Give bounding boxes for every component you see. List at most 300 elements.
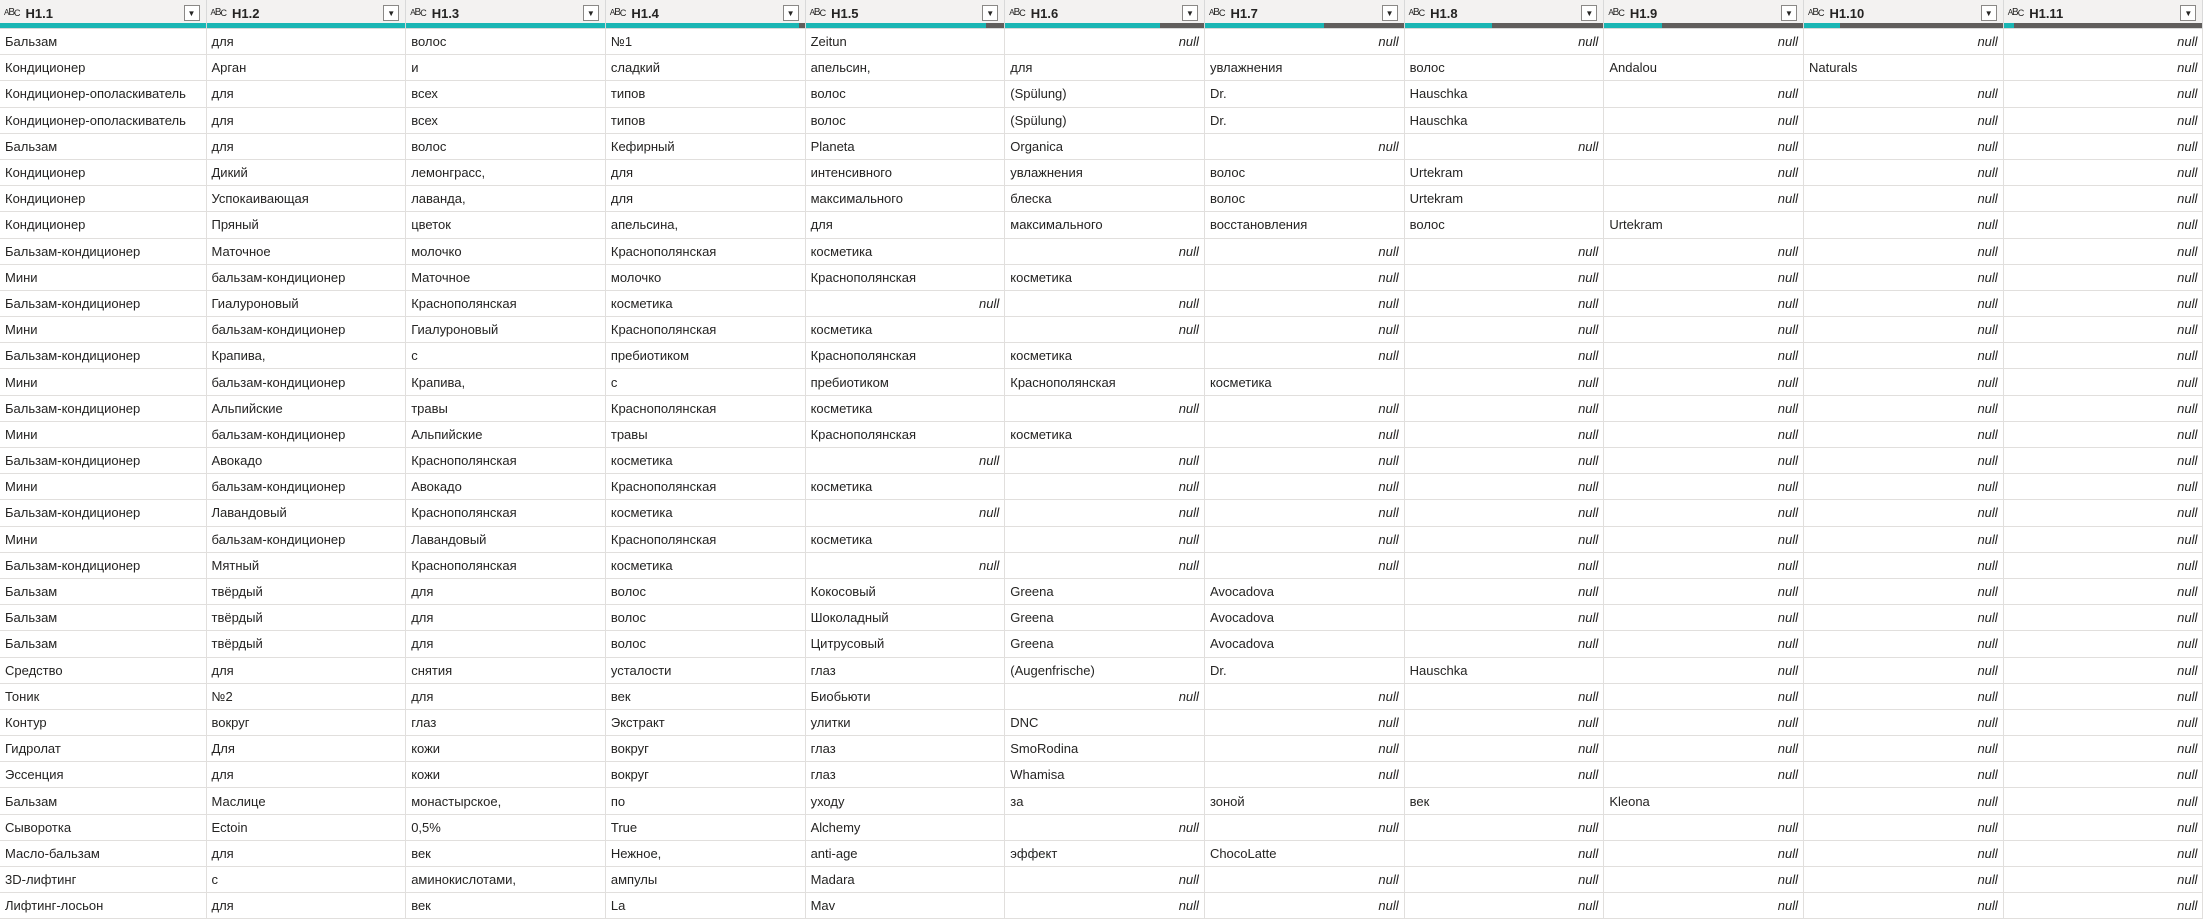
column-header[interactable] [2003,0,2203,29]
table-cell[interactable]: Кондиционер-ополаскиватель [0,81,206,107]
table-cell[interactable]: блеска [1005,186,1205,212]
table-row[interactable] [0,500,2203,526]
table-cell[interactable]: глаз [805,657,1005,683]
table-cell[interactable]: по [605,788,805,814]
table-cell[interactable]: Бальзам [0,578,206,604]
table-cell[interactable]: null [1604,500,1804,526]
table-cell[interactable]: 3D-лифтинг [0,867,206,893]
table-cell[interactable]: null [1604,290,1804,316]
table-cell[interactable]: null [1804,186,2004,212]
table-cell[interactable]: волос [1204,186,1404,212]
table-cell[interactable]: null [1604,526,1804,552]
table-cell[interactable]: null [1005,814,1205,840]
table-cell[interactable]: DNC [1005,709,1205,735]
table-cell[interactable]: Kleona [1604,788,1804,814]
table-cell[interactable]: Масло-бальзам [0,840,206,866]
filter-dropdown-icon[interactable]: ▼ [2180,5,2196,21]
table-cell[interactable]: Organica [1005,133,1205,159]
table-cell[interactable]: травы [605,421,805,447]
table-cell[interactable]: Мятный [206,552,406,578]
table-cell[interactable]: null [1604,133,1804,159]
table-cell[interactable]: восстановления [1204,212,1404,238]
table-cell[interactable]: null [1604,578,1804,604]
table-cell[interactable]: всех [406,81,606,107]
table-cell[interactable]: null [1604,552,1804,578]
table-row[interactable] [0,788,2203,814]
table-cell[interactable]: интенсивного [805,159,1005,185]
table-cell[interactable]: волос [406,29,606,55]
table-cell[interactable]: Шоколадный [805,605,1005,631]
table-cell[interactable]: null [1604,657,1804,683]
table-cell[interactable]: null [1604,736,1804,762]
table-cell[interactable]: null [1404,264,1604,290]
table-cell[interactable]: null [1404,526,1604,552]
table-cell[interactable]: null [1204,29,1404,55]
table-cell[interactable]: Бальзам-кондиционер [0,343,206,369]
table-cell[interactable]: null [1204,762,1404,788]
table-cell[interactable]: null [805,500,1005,526]
table-cell[interactable]: null [805,448,1005,474]
table-cell[interactable]: Мини [0,264,206,290]
table-cell[interactable]: null [1005,500,1205,526]
table-row[interactable] [0,867,2203,893]
table-cell[interactable]: молочко [605,264,805,290]
table-cell[interactable]: null [2003,317,2203,343]
table-cell[interactable]: Краснополянская [406,448,606,474]
table-cell[interactable]: null [1404,238,1604,264]
table-cell[interactable]: для [805,212,1005,238]
table-cell[interactable]: для [206,81,406,107]
table-cell[interactable]: Hauschka [1404,657,1604,683]
table-cell[interactable]: null [1404,736,1604,762]
table-cell[interactable]: для [406,631,606,657]
table-cell[interactable]: кожи [406,762,606,788]
table-row[interactable] [0,657,2203,683]
table-cell[interactable]: null [1804,448,2004,474]
table-cell[interactable]: №2 [206,683,406,709]
table-cell[interactable]: вокруг [605,762,805,788]
table-cell[interactable]: Краснополянская [605,395,805,421]
text-type-icon[interactable]: $^A$BC [1608,7,1624,18]
table-cell[interactable]: косметика [805,395,1005,421]
table-cell[interactable]: бальзам-кондиционер [206,526,406,552]
table-cell[interactable]: Кокосовый [805,578,1005,604]
table-cell[interactable]: для [206,107,406,133]
table-cell[interactable]: Лавандовый [406,526,606,552]
filter-dropdown-icon[interactable]: ▼ [1781,5,1797,21]
table-cell[interactable]: с [605,369,805,395]
table-row[interactable] [0,343,2203,369]
text-type-icon[interactable]: $^A$BC [1408,7,1425,18]
table-cell[interactable]: глаз [805,762,1005,788]
table-cell[interactable]: Planeta [805,133,1005,159]
table-cell[interactable]: волос [605,578,805,604]
table-cell[interactable]: аминокислотами, [406,867,606,893]
table-cell[interactable]: лаванда, [406,186,606,212]
column-header[interactable] [1204,0,1404,29]
column-header[interactable] [406,0,606,29]
table-cell[interactable]: null [1604,421,1804,447]
table-cell[interactable]: null [1005,29,1205,55]
table-row[interactable] [0,107,2203,133]
table-cell[interactable]: null [1204,343,1404,369]
table-cell[interactable]: Greena [1005,578,1205,604]
table-cell[interactable]: Hauschka [1404,107,1604,133]
table-cell[interactable]: для [206,893,406,919]
table-cell[interactable]: Краснополянская [605,526,805,552]
table-cell[interactable]: Мини [0,369,206,395]
table-cell[interactable]: null [1604,29,1804,55]
column-header[interactable] [0,0,206,29]
table-row[interactable] [0,317,2203,343]
table-row[interactable] [0,421,2203,447]
table-cell[interactable]: null [1404,683,1604,709]
table-cell[interactable]: косметика [1005,264,1205,290]
filter-dropdown-icon[interactable]: ▼ [982,5,998,21]
table-cell[interactable]: косметика [605,448,805,474]
table-cell[interactable]: Urtekram [1404,159,1604,185]
table-cell[interactable]: кожи [406,736,606,762]
column-header[interactable] [1604,0,1804,29]
table-cell[interactable]: null [2003,290,2203,316]
table-cell[interactable]: Andalou [1604,55,1804,81]
table-cell[interactable]: null [2003,159,2203,185]
table-cell[interactable]: вокруг [605,736,805,762]
table-cell[interactable]: косметика [805,317,1005,343]
table-cell[interactable]: Для [206,736,406,762]
table-cell[interactable]: null [1804,578,2004,604]
table-cell[interactable]: лемонграсс, [406,159,606,185]
table-cell[interactable]: Биобьюти [805,683,1005,709]
column-header[interactable] [206,0,406,29]
table-cell[interactable]: для [406,683,606,709]
table-cell[interactable]: null [2003,893,2203,919]
table-cell[interactable]: Alchemy [805,814,1005,840]
filter-dropdown-icon[interactable]: ▼ [1382,5,1398,21]
table-cell[interactable]: глаз [805,736,1005,762]
table-cell[interactable]: для [406,578,606,604]
table-cell[interactable]: null [1804,631,2004,657]
table-cell[interactable]: null [1404,867,1604,893]
table-cell[interactable]: null [805,552,1005,578]
text-type-icon[interactable]: $^A$BC [809,7,826,18]
table-row[interactable] [0,578,2203,604]
table-cell[interactable]: Бальзам-кондиционер [0,448,206,474]
table-cell[interactable]: null [1005,290,1205,316]
table-cell[interactable]: косметика [1204,369,1404,395]
table-cell[interactable]: типов [605,107,805,133]
table-row[interactable] [0,762,2203,788]
table-cell[interactable]: травы [406,395,606,421]
table-cell[interactable]: бальзам-кондиционер [206,474,406,500]
column-header[interactable] [605,0,805,29]
table-cell[interactable]: null [1404,421,1604,447]
table-row[interactable] [0,29,2203,55]
table-cell[interactable]: (Augenfrische) [1005,657,1205,683]
table-cell[interactable]: null [2003,448,2203,474]
table-cell[interactable]: Краснополянская [605,238,805,264]
table-cell[interactable]: Лифтинг-лосьон [0,893,206,919]
table-cell[interactable]: Цитрусовый [805,631,1005,657]
table-cell[interactable]: Avocadova [1204,631,1404,657]
table-cell[interactable]: волос [605,631,805,657]
table-cell[interactable]: null [1404,840,1604,866]
table-cell[interactable]: null [2003,107,2203,133]
table-cell[interactable]: null [1604,893,1804,919]
table-row[interactable] [0,631,2203,657]
table-cell[interactable]: null [1005,683,1205,709]
table-cell[interactable]: Бальзам [0,133,206,159]
table-cell[interactable]: Кондиционер [0,159,206,185]
table-cell[interactable]: null [1204,709,1404,735]
table-cell[interactable]: null [1204,238,1404,264]
table-cell[interactable]: null [1404,343,1604,369]
table-cell[interactable]: null [1005,867,1205,893]
table-cell[interactable]: Лавандовый [206,500,406,526]
table-cell[interactable]: для [605,159,805,185]
table-cell[interactable]: Краснополянская [1005,369,1205,395]
table-cell[interactable]: Urtekram [1604,212,1804,238]
table-cell[interactable]: null [1604,81,1804,107]
table-cell[interactable]: null [1804,788,2004,814]
table-cell[interactable]: Авокадо [406,474,606,500]
table-cell[interactable]: волос [1204,159,1404,185]
table-cell[interactable]: null [2003,631,2203,657]
table-cell[interactable]: косметика [605,290,805,316]
table-cell[interactable]: null [2003,605,2203,631]
table-cell[interactable]: Avocadova [1204,605,1404,631]
table-cell[interactable]: Экстракт [605,709,805,735]
table-cell[interactable]: null [1604,474,1804,500]
table-cell[interactable]: null [2003,369,2203,395]
table-cell[interactable]: null [1604,814,1804,840]
table-cell[interactable]: null [1604,395,1804,421]
table-cell[interactable]: Бальзам [0,605,206,631]
table-cell[interactable]: null [1804,709,2004,735]
table-cell[interactable]: твёрдый [206,631,406,657]
table-cell[interactable]: Краснополянская [406,552,606,578]
table-cell[interactable]: null [2003,264,2203,290]
table-row[interactable] [0,474,2203,500]
table-cell[interactable]: Dr. [1204,657,1404,683]
table-cell[interactable]: зоной [1204,788,1404,814]
filter-dropdown-icon[interactable]: ▼ [383,5,399,21]
table-cell[interactable]: Greena [1005,605,1205,631]
table-row[interactable] [0,133,2203,159]
table-cell[interactable]: null [1604,840,1804,866]
text-type-icon[interactable]: $^A$BC [1009,7,1025,18]
table-cell[interactable]: null [1404,500,1604,526]
table-cell[interactable]: null [2003,343,2203,369]
table-cell[interactable]: null [1204,683,1404,709]
table-cell[interactable]: null [1204,133,1404,159]
table-cell[interactable]: Avocadova [1204,578,1404,604]
table-cell[interactable]: эффект [1005,840,1205,866]
table-cell[interactable]: косметика [605,552,805,578]
table-cell[interactable]: null [1204,893,1404,919]
table-row[interactable] [0,264,2203,290]
table-cell[interactable]: null [1604,709,1804,735]
table-cell[interactable]: Mav [805,893,1005,919]
table-cell[interactable]: Краснополянская [605,474,805,500]
table-cell[interactable]: Мини [0,317,206,343]
text-type-icon[interactable]: $^A$BC [4,7,20,18]
table-row[interactable] [0,526,2203,552]
table-cell[interactable]: за [1005,788,1205,814]
table-cell[interactable]: Альпийские [206,395,406,421]
table-cell[interactable]: Бальзам-кондиционер [0,552,206,578]
table-cell[interactable]: косметика [805,474,1005,500]
table-row[interactable] [0,683,2203,709]
table-cell[interactable]: Краснополянская [805,421,1005,447]
table-cell[interactable]: пребиотиком [605,343,805,369]
table-cell[interactable]: null [1404,578,1604,604]
table-cell[interactable]: null [1404,369,1604,395]
table-cell[interactable]: волос [805,107,1005,133]
table-cell[interactable]: Бальзам [0,788,206,814]
table-cell[interactable]: null [1404,631,1604,657]
table-cell[interactable]: null [1005,893,1205,919]
table-cell[interactable]: Кондиционер [0,55,206,81]
column-header[interactable] [1404,0,1604,29]
table-row[interactable] [0,736,2203,762]
table-row[interactable] [0,55,2203,81]
table-cell[interactable]: Кондиционер-ополаскиватель [0,107,206,133]
table-cell[interactable]: null [1404,762,1604,788]
table-cell[interactable]: Краснополянская [805,264,1005,290]
table-cell[interactable]: косметика [805,526,1005,552]
column-header[interactable] [1804,0,2004,29]
table-cell[interactable]: Мини [0,421,206,447]
table-cell[interactable]: косметика [1005,343,1205,369]
table-cell[interactable]: null [2003,474,2203,500]
table-row[interactable] [0,605,2203,631]
table-cell[interactable]: null [1404,29,1604,55]
table-cell[interactable]: Greena [1005,631,1205,657]
table-cell[interactable]: максимального [805,186,1005,212]
table-cell[interactable]: косметика [1005,421,1205,447]
table-cell[interactable]: Hauschka [1404,81,1604,107]
table-cell[interactable]: для [206,133,406,159]
table-cell[interactable]: цветок [406,212,606,238]
table-cell[interactable]: Сыворотка [0,814,206,840]
table-cell[interactable]: null [2003,709,2203,735]
table-cell[interactable]: null [1404,552,1604,578]
table-row[interactable] [0,238,2203,264]
table-cell[interactable]: снятия [406,657,606,683]
table-cell[interactable]: null [2003,421,2203,447]
table-cell[interactable]: Мини [0,526,206,552]
table-cell[interactable]: null [1604,238,1804,264]
table-cell[interactable]: null [1804,238,2004,264]
table-cell[interactable]: null [1204,526,1404,552]
table-cell[interactable]: null [1604,867,1804,893]
column-header[interactable] [805,0,1005,29]
table-cell[interactable]: молочко [406,238,606,264]
table-cell[interactable]: null [1804,159,2004,185]
table-cell[interactable]: и [406,55,606,81]
table-cell[interactable]: null [1804,317,2004,343]
table-row[interactable] [0,81,2203,107]
table-cell[interactable]: null [1604,343,1804,369]
table-cell[interactable]: Краснополянская [406,290,606,316]
table-cell[interactable]: null [1804,526,2004,552]
table-cell[interactable]: монастырское, [406,788,606,814]
table-cell[interactable]: La [605,893,805,919]
table-cell[interactable]: для [1005,55,1205,81]
table-cell[interactable]: null [2003,552,2203,578]
text-type-icon[interactable]: $^A$BC [1208,7,1225,18]
table-cell[interactable]: SmoRodina [1005,736,1205,762]
table-row[interactable] [0,369,2203,395]
table-cell[interactable]: null [1804,840,2004,866]
table-cell[interactable]: null [1204,448,1404,474]
table-cell[interactable]: null [2003,788,2203,814]
table-cell[interactable]: вокруг [206,709,406,735]
table-cell[interactable]: Контур [0,709,206,735]
table-cell[interactable]: null [2003,395,2203,421]
table-row[interactable] [0,552,2203,578]
table-cell[interactable]: null [1804,657,2004,683]
table-cell[interactable]: волос [805,81,1005,107]
table-cell[interactable]: Madara [805,867,1005,893]
table-cell[interactable]: волос [1404,212,1604,238]
table-cell[interactable]: True [605,814,805,840]
table-cell[interactable]: null [1804,500,2004,526]
table-cell[interactable]: апельсин, [805,55,1005,81]
table-cell[interactable]: null [1804,736,2004,762]
table-cell[interactable]: Бальзам-кондиционер [0,290,206,316]
table-cell[interactable]: век [406,893,606,919]
table-cell[interactable]: максимального [1005,212,1205,238]
table-cell[interactable]: Urtekram [1404,186,1604,212]
table-cell[interactable]: null [1804,395,2004,421]
filter-dropdown-icon[interactable]: ▼ [1981,5,1997,21]
table-cell[interactable]: волос [406,133,606,159]
table-cell[interactable]: null [1604,159,1804,185]
table-cell[interactable]: апельсина, [605,212,805,238]
table-cell[interactable]: Dr. [1204,107,1404,133]
table-cell[interactable]: null [1604,186,1804,212]
table-cell[interactable]: Кефирный [605,133,805,159]
table-cell[interactable]: Авокадо [206,448,406,474]
table-cell[interactable]: 0,5% [406,814,606,840]
table-cell[interactable]: Тоник [0,683,206,709]
table-cell[interactable]: (Spülung) [1005,81,1205,107]
table-cell[interactable]: Кондиционер [0,212,206,238]
text-type-icon[interactable]: $^A$BC [2007,7,2024,18]
table-cell[interactable]: null [2003,762,2203,788]
column-header[interactable] [1005,0,1205,29]
table-cell[interactable]: волос [1404,55,1604,81]
table-cell[interactable]: null [1604,448,1804,474]
table-cell[interactable]: Крапива, [206,343,406,369]
table-cell[interactable]: null [2003,683,2203,709]
text-type-icon[interactable]: $^A$BC [1808,7,1824,18]
table-cell[interactable]: null [1604,317,1804,343]
table-cell[interactable]: для [406,605,606,631]
table-cell[interactable]: Пряный [206,212,406,238]
table-cell[interactable]: null [1404,290,1604,316]
table-cell[interactable]: null [1804,474,2004,500]
filter-dropdown-icon[interactable]: ▼ [1581,5,1597,21]
table-cell[interactable]: Средство [0,657,206,683]
table-cell[interactable]: ChocoLatte [1204,840,1404,866]
table-cell[interactable]: с [206,867,406,893]
table-cell[interactable]: null [1204,474,1404,500]
table-cell[interactable]: null [1404,395,1604,421]
table-cell[interactable]: null [1005,317,1205,343]
